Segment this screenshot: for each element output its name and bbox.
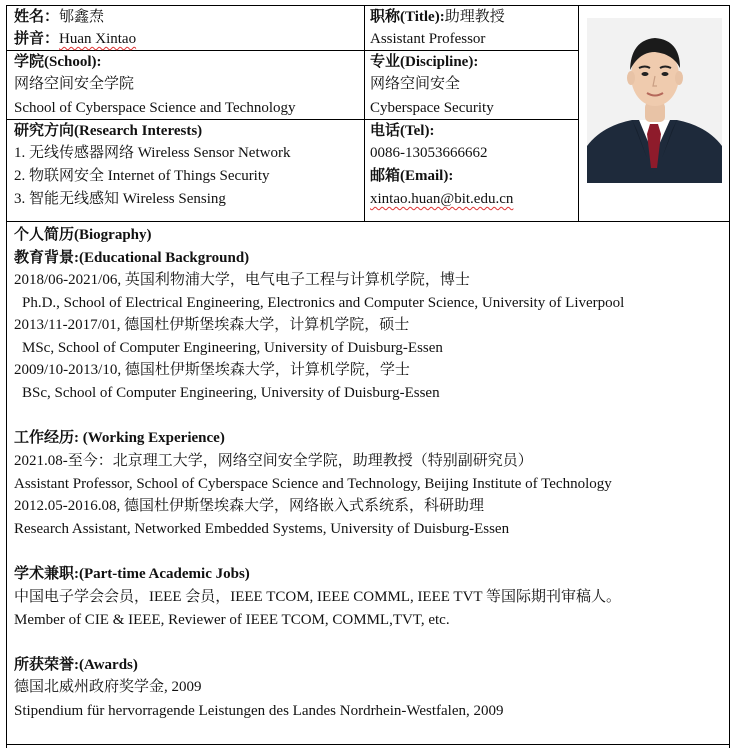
work-heading: 工作经历: (Working Experience) bbox=[14, 430, 225, 446]
work-line-1: 2021.08-至今：北京理工大学，网络空间安全学院，助理教授（特别副研究员） bbox=[14, 453, 533, 469]
research-item-2: 2. 物联网安全 Internet of Things Security bbox=[14, 168, 270, 184]
research-label: 研究方向(Research Interests) bbox=[14, 123, 203, 139]
table-border-right bbox=[729, 5, 730, 748]
education-line-1: 2018/06-2021/06, 英国利物浦大学，电气电子工程与计算机学院，博士 bbox=[14, 272, 470, 288]
email-link[interactable]: xintao.huan@bit.edu.cn bbox=[370, 191, 514, 207]
divider-row-4 bbox=[6, 744, 730, 745]
pinyin-label: 拼音： bbox=[14, 31, 60, 47]
divider-row-3 bbox=[6, 221, 730, 222]
academic-heading: 学术兼职:(Part-time Academic Jobs) bbox=[14, 566, 250, 582]
table-border-left bbox=[6, 5, 7, 748]
education-line-3: 2013/11-2017/01, 德国杜伊斯堡埃森大学，计算机学院，硕士 bbox=[14, 317, 410, 333]
research-item-3: 3. 智能无线感知 Wireless Sensing bbox=[14, 191, 226, 207]
education-heading: 教育背景:(Educational Background) bbox=[14, 250, 250, 266]
education-line-2: Ph.D., School of Electrical Engineering, Electronics and Computer Science, University of Liverpool bbox=[22, 295, 625, 311]
divider-col-2 bbox=[578, 5, 579, 222]
portrait-illustration bbox=[587, 18, 722, 183]
work-line-2: Assistant Professor, School of Cyberspace Science and Technology, Beijing Institute of Technology bbox=[14, 476, 612, 492]
email-label: 邮箱(Email): bbox=[370, 168, 454, 184]
school-label: 学院(School): bbox=[14, 54, 102, 70]
education-line-6: BSc, School of Computer Engineering, University of Duisburg-Essen bbox=[22, 385, 440, 401]
awards-line-2: Stipendium für hervorragende Leistungen des Landes Nordrhein-Westfalen, 2009 bbox=[14, 703, 504, 719]
pinyin-value: Huan Xintao bbox=[59, 31, 137, 47]
title-row bbox=[370, 7, 505, 27]
education-line-5: 2009/10-2013/10, 德国杜伊斯堡埃森大学，计算机学院，学士 bbox=[14, 362, 410, 378]
divider-row-1 bbox=[6, 50, 579, 51]
academic-line-2: Member of CIE & IEEE, Reviewer of IEEE TCOM, COMML,TVT, etc. bbox=[14, 612, 450, 628]
research-item-1: 1. 无线传感器网络 Wireless Sensor Network bbox=[14, 145, 291, 161]
divider-row-2 bbox=[6, 119, 579, 120]
work-line-3: 2012.05-2016.08, 德国杜伊斯堡埃森大学，网络嵌入式系统系，科研助理 bbox=[14, 498, 484, 514]
discipline-value-cn: 网络空间安全 bbox=[370, 76, 461, 92]
discipline-label: 专业(Discipline): bbox=[370, 54, 479, 70]
divider-col-1 bbox=[364, 5, 365, 222]
pinyin-row bbox=[14, 29, 136, 49]
tel-label: 电话(Tel): bbox=[370, 123, 435, 139]
school-value-cn: 网络空间安全学院 bbox=[14, 76, 135, 92]
name-label: 姓名： bbox=[14, 9, 60, 25]
biography-label: 个人简历(Biography) bbox=[14, 227, 152, 243]
work-line-4: Research Assistant, Networked Embedded Systems, University of Duisburg-Essen bbox=[14, 521, 510, 537]
discipline-value-en: Cyberspace Security bbox=[370, 100, 494, 116]
awards-heading: 所获荣誉:(Awards) bbox=[14, 657, 138, 673]
academic-line-1: 中国电子学会会员，IEEE 会员，IEEE TCOM, IEEE COMML, IEEE TVT 等国际期刊审稿人。 bbox=[14, 589, 622, 605]
name-value: 郇鑫焘 bbox=[59, 9, 105, 25]
school-value-en: School of Cyberspace Science and Technology bbox=[14, 100, 296, 116]
awards-line-1: 德国北威州政府奖学金, 2009 bbox=[14, 679, 202, 695]
title-value-en: Assistant Professor bbox=[370, 31, 486, 47]
table-border-top bbox=[6, 5, 730, 6]
education-line-4: MSc, School of Computer Engineering, University of Duisburg-Essen bbox=[22, 340, 443, 356]
tel-value: 0086-13053666662 bbox=[370, 145, 488, 161]
title-label: 职称(Title): bbox=[370, 9, 445, 25]
title-value-cn: 助理教授 bbox=[444, 9, 505, 25]
name-row bbox=[14, 7, 104, 27]
profile-photo bbox=[587, 18, 722, 183]
